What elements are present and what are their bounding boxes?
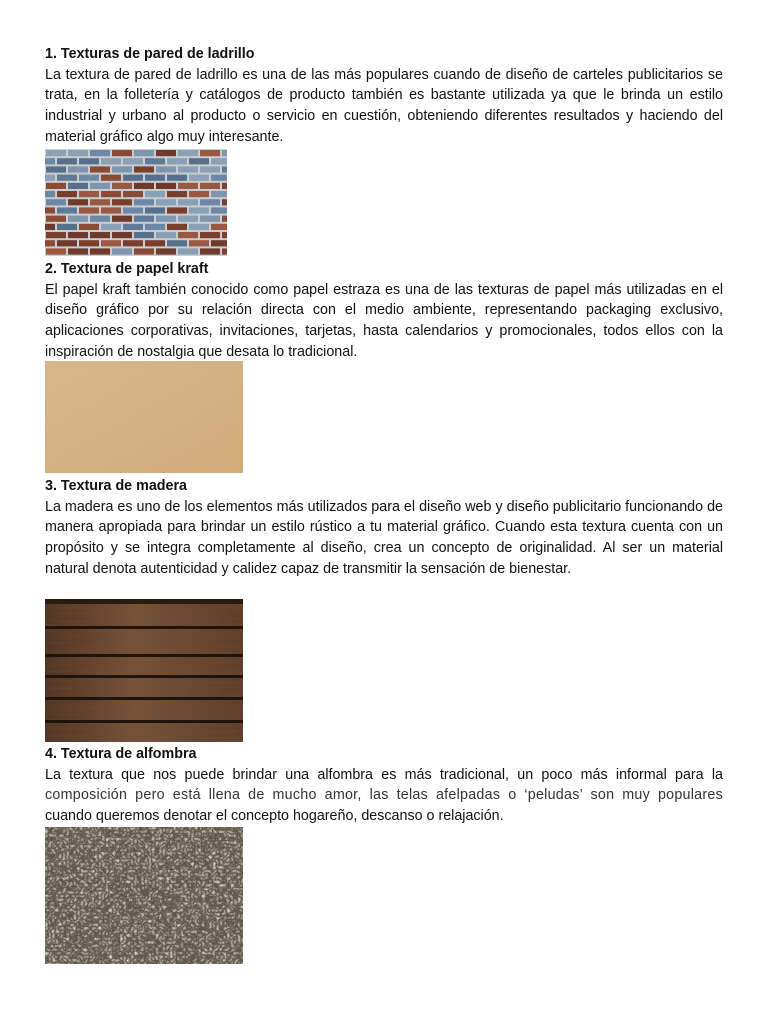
kraft-paper-image bbox=[45, 361, 243, 473]
brick bbox=[90, 232, 110, 238]
brick bbox=[57, 191, 77, 197]
brick bbox=[68, 183, 88, 189]
brick bbox=[134, 150, 154, 156]
brick bbox=[156, 166, 176, 172]
brick bbox=[211, 224, 227, 230]
brick bbox=[189, 191, 209, 197]
brick bbox=[112, 232, 132, 238]
brick bbox=[90, 248, 110, 254]
brick bbox=[79, 191, 99, 197]
brick bbox=[189, 240, 209, 246]
brick bbox=[45, 224, 55, 230]
brick bbox=[46, 232, 66, 238]
brick bbox=[189, 175, 209, 181]
brick bbox=[46, 150, 66, 156]
brick bbox=[90, 199, 110, 205]
brick bbox=[189, 224, 209, 230]
brick bbox=[145, 207, 165, 213]
section-heading: 2. Textura de papel kraft bbox=[45, 261, 209, 277]
brick bbox=[167, 240, 187, 246]
brick bbox=[211, 240, 227, 246]
brick bbox=[46, 216, 66, 222]
section-carpet bbox=[45, 744, 723, 827]
brick bbox=[68, 216, 88, 222]
brick bbox=[200, 183, 220, 189]
brick bbox=[123, 240, 143, 246]
section-paragraph-line-2: composición pero está llena de mucho amor, las telas afelpadas o ‘peludas’ son muy populares bbox=[45, 787, 723, 804]
brick bbox=[68, 166, 88, 172]
brick bbox=[178, 232, 198, 238]
brick bbox=[123, 158, 143, 164]
brick bbox=[200, 166, 220, 172]
brick bbox=[134, 232, 154, 238]
brick bbox=[45, 158, 55, 164]
brick bbox=[57, 175, 77, 181]
brick bbox=[123, 191, 143, 197]
brick bbox=[178, 248, 198, 254]
brick bbox=[101, 240, 121, 246]
brick bbox=[189, 207, 209, 213]
brick bbox=[156, 183, 176, 189]
brick bbox=[46, 199, 66, 205]
section-paragraph-line-1: La textura que nos puede brindar una alfombra es más tradicional, un poco más informal para la bbox=[45, 766, 723, 783]
brick bbox=[90, 166, 110, 172]
wood-image bbox=[45, 599, 243, 742]
brick bbox=[123, 207, 143, 213]
brick bbox=[200, 199, 220, 205]
brick bbox=[134, 166, 154, 172]
brick bbox=[45, 191, 55, 197]
brick bbox=[211, 191, 227, 197]
brick bbox=[145, 158, 165, 164]
brick bbox=[211, 158, 227, 164]
brick bbox=[145, 175, 165, 181]
brick bbox=[156, 232, 176, 238]
section-heading: 4. Textura de alfombra bbox=[45, 746, 197, 762]
brick bbox=[178, 166, 198, 172]
brick bbox=[45, 240, 55, 246]
section-paragraph: La madera es uno de los elementos más utilizados para el diseño web y diseño publicitario funcionando de manera apropiada para brindar un estilo rústico a tu material gráfico. Cuando esta textura cuenta con un propósito y se integra completamente al diseño, crea un concepto de originalidad. Al ser un material natural denota autenticidad y calidez capaz de transmitir la sensación de bienestar. bbox=[45, 498, 723, 577]
brick bbox=[112, 199, 132, 205]
brick bbox=[167, 224, 187, 230]
brick bbox=[156, 216, 176, 222]
brick bbox=[222, 216, 227, 222]
section-kraft bbox=[45, 259, 723, 363]
brick bbox=[178, 150, 198, 156]
brick bbox=[46, 166, 66, 172]
brick bbox=[90, 183, 110, 189]
brick bbox=[68, 232, 88, 238]
brick bbox=[134, 248, 154, 254]
brick bbox=[145, 191, 165, 197]
brick bbox=[222, 183, 227, 189]
brick bbox=[145, 224, 165, 230]
brick bbox=[45, 175, 55, 181]
brick bbox=[156, 150, 176, 156]
brick bbox=[178, 183, 198, 189]
brick bbox=[112, 166, 132, 172]
brick bbox=[68, 150, 88, 156]
section-paragraph-line-3: cuando queremos denotar el concepto hogareño, descanso o relajación. bbox=[45, 808, 504, 825]
section-wood bbox=[45, 476, 723, 580]
brick bbox=[167, 175, 187, 181]
brick bbox=[167, 191, 187, 197]
brick bbox=[134, 216, 154, 222]
brick bbox=[222, 248, 227, 254]
brick bbox=[101, 191, 121, 197]
brick bbox=[145, 240, 165, 246]
brick bbox=[167, 158, 187, 164]
brick bbox=[79, 175, 99, 181]
section-paragraph: La textura de pared de ladrillo es una de las más populares cuando de diseño de carteles publicitarios se trata, en la folletería y catálogos de producto también es bastante utilizada ya que le brinda un estilo industrial y urbano al producto o servicio en cuestión, obteniendo diferentes resultados y haciendo del material gráfico algo muy interesante. bbox=[45, 66, 723, 145]
brick bbox=[134, 183, 154, 189]
brick bbox=[112, 150, 132, 156]
section-brick bbox=[45, 44, 723, 148]
carpet-image bbox=[45, 827, 243, 964]
brick bbox=[46, 183, 66, 189]
brick bbox=[101, 207, 121, 213]
brick bbox=[79, 158, 99, 164]
brick bbox=[79, 207, 99, 213]
brick bbox=[222, 199, 227, 205]
brick bbox=[79, 240, 99, 246]
brick bbox=[123, 224, 143, 230]
section-heading: 3. Textura de madera bbox=[45, 478, 187, 494]
brick bbox=[79, 224, 99, 230]
brick bbox=[68, 248, 88, 254]
section-paragraph: El papel kraft también conocido como papel estraza es una de las texturas de papel más utilizadas en el diseño gráfico por su relación directa con el medio ambiente, representando packaging exclusivo, aplicaciones corporativas, invitaciones, tarjetas, hasta calendarios y promocionales, todos ellos con la inspiración de nostalgia que desata lo tradicional. bbox=[45, 281, 723, 360]
brick-wall-image bbox=[45, 149, 227, 256]
brick bbox=[189, 158, 209, 164]
brick bbox=[134, 199, 154, 205]
brick bbox=[200, 232, 220, 238]
brick bbox=[68, 199, 88, 205]
brick bbox=[90, 216, 110, 222]
brick bbox=[200, 216, 220, 222]
brick bbox=[101, 158, 121, 164]
brick bbox=[200, 150, 220, 156]
brick bbox=[178, 199, 198, 205]
brick bbox=[57, 207, 77, 213]
brick bbox=[45, 207, 55, 213]
brick bbox=[57, 224, 77, 230]
brick bbox=[222, 150, 227, 156]
brick bbox=[178, 216, 198, 222]
brick bbox=[57, 158, 77, 164]
brick bbox=[46, 248, 66, 254]
section-heading: 1. Texturas de pared de ladrillo bbox=[45, 46, 255, 62]
brick bbox=[156, 199, 176, 205]
brick bbox=[211, 207, 227, 213]
brick bbox=[167, 207, 187, 213]
brick bbox=[112, 248, 132, 254]
brick bbox=[200, 248, 220, 254]
brick bbox=[123, 175, 143, 181]
brick bbox=[101, 224, 121, 230]
brick bbox=[112, 216, 132, 222]
brick bbox=[211, 175, 227, 181]
brick bbox=[222, 166, 227, 172]
brick bbox=[222, 232, 227, 238]
brick bbox=[57, 240, 77, 246]
brick bbox=[112, 183, 132, 189]
brick bbox=[90, 150, 110, 156]
brick bbox=[101, 175, 121, 181]
brick bbox=[156, 248, 176, 254]
